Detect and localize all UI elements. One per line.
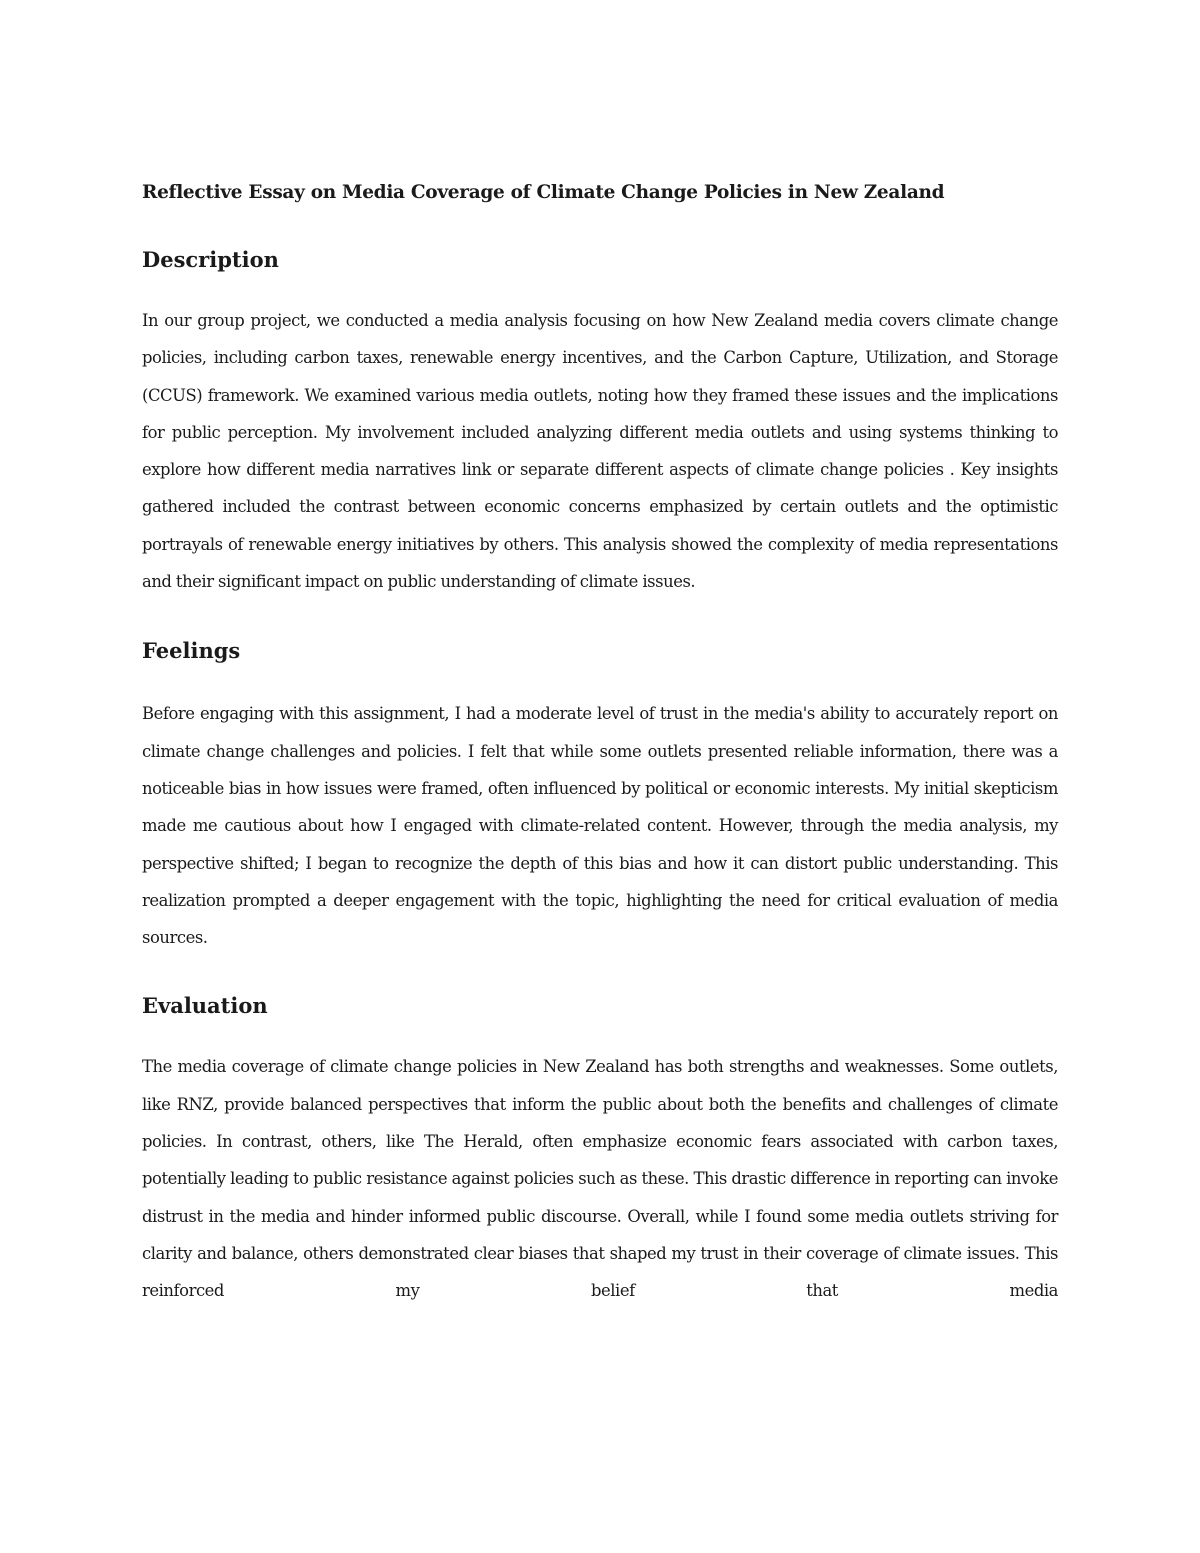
section-heading-description: Description <box>142 247 279 272</box>
section-paragraph-evaluation: The media coverage of climate change policies in New Zealand has both strengths and weaknesses. Some outlets, like RNZ, provide balanced perspectives that inform the public about both the benefits and challenges of climate policies. In contrast, others, like The Herald, often emphasize economic fears associated with carbon taxes, potentially leading to public resistance against policies such as these. This drastic difference in reporting can invoke distrust in the media and hinder informed public discourse. Overall, while I found some media outlets striving for clarity and balance, others demonstrated clear biases that shaped my trust in their coverage of climate issues. This reinforced my belief that media <box>142 1057 1058 1301</box>
section-heading-feelings: Feelings <box>142 638 241 664</box>
section-paragraph-feelings: Before engaging with this assignment, I had a moderate level of trust in the media's ability to accurately report on climate change challenges and policies. I felt that while some outlets presented reliable information, there was a noticeable bias in how issues were framed, often influenced by political or economic interests. My initial skepticism made me cautious about how I engaged with climate-related content. However, through the media analysis, my perspective shifted; I began to recognize the depth of this bias and how it can distort public understanding. This realization prompted a deeper engagement with the topic, highlighting the need for critical evaluation of media sources. <box>142 704 1058 948</box>
document-title: Reflective Essay on Media Coverage of Climate Change Policies in New Zealand <box>142 182 945 203</box>
section-paragraph-description: In our group project, we conducted a media analysis focusing on how New Zealand media covers climate change policies, including carbon taxes, renewable energy incentives, and the Carbon Capture, Utilization, and Storage (CCUS) framework. We examined various media outlets, noting how they framed these issues and the implications for public perception. My involvement included analyzing different media outlets and using systems thinking to explore how different media narratives link or separate different aspects of climate change policies . Key insights gathered included the contrast between economic concerns emphasized by certain outlets and the optimistic portrayals of renewable energy initiatives by others. This analysis showed the complexity of media representations and their significant impact on public understanding of climate issues. <box>142 311 1058 592</box>
section-heading-evaluation: Evaluation <box>142 993 268 1019</box>
document-page <box>142 178 1058 1310</box>
